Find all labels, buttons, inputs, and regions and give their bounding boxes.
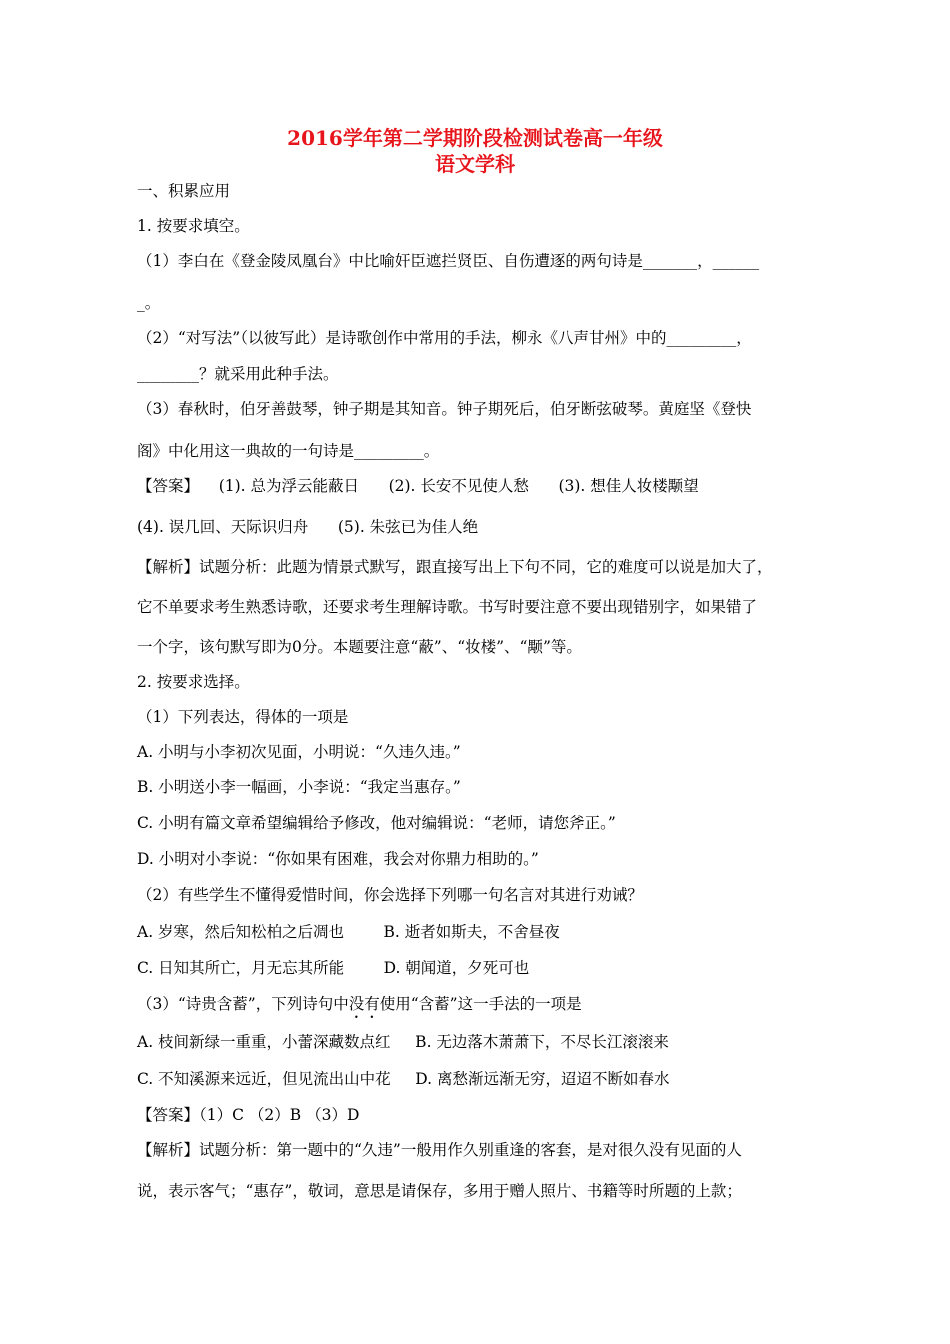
exam-title: 2016学年第二学期阶段检测试卷高一年级 xyxy=(287,126,663,150)
question-2-answer: 【答案】（1）C （2）B （3）D xyxy=(137,1106,360,1124)
section-heading: 一、积累应用 xyxy=(137,182,231,200)
question-1-part-1-cont: _。 xyxy=(137,294,161,312)
question-1-part-2: （2）“对写法”（以彼写此）是诗歌创作中常用的手法，柳永《八声甘州》中的_________， xyxy=(137,329,752,347)
options-3cd: C. 不知溪源来远近，但见流出山中花 D. 离愁渐远渐无穷，迢迢不断如春水 xyxy=(137,1070,670,1088)
question-2-analysis: 【解析】试题分析：第一题中的“久违”一般用作久别重逢的客套，是对很久没有见面的人 xyxy=(137,1141,742,1159)
options-2ab: A. 岁寒，然后知松柏之后凋也 B. 逝者如斯夫，不舍昼夜 xyxy=(137,923,560,941)
question-1-analysis-end: 一个字，该句默写即为0分。本题要注意“蔽”、“妆楼”、“颙”等。 xyxy=(137,638,582,656)
option-1b: B. 小明送小李一幅画，小李说：“我定当惠存。” xyxy=(137,778,461,796)
question-1-analysis-cont: 它不单要求考生熟悉诗歌，还要求考生理解诗歌。书写时要注意不要出现错别字，如果错了 xyxy=(137,598,758,616)
option-1c: C. 小明有篇文章希望编辑给予修改，他对编辑说：“老师，请您斧正。” xyxy=(137,814,616,832)
question-2-sub-1: （1）下列表达，得体的一项是 xyxy=(137,708,349,726)
subject-title: 语文学科 xyxy=(435,152,515,176)
sub-3-emphasis: 没有 xyxy=(348,995,380,1013)
question-1-part-3-cont: 阁》中化用这一典故的一句诗是_________。 xyxy=(137,442,440,460)
options-3ab: A. 枝间新绿一重重，小蕾深藏数点红 B. 无边落木萧萧下，不尽长江滚滚来 xyxy=(137,1033,669,1051)
question-1-part-2-cont: ________？就采用此种手法。 xyxy=(137,365,339,383)
options-2cd: C. 日知其所亡，月无忘其所能 D. 朝闻道，夕死可也 xyxy=(137,959,530,977)
question-1-part-3: （3）春秋时，伯牙善鼓琴，钟子期是其知音。钟子期死后，伯牙断弦破琴。黄庭坚《登快 xyxy=(137,400,752,418)
question-1-answer-cont: (4). 误几回、天际识归舟 (5). 朱弦已为佳人绝 xyxy=(137,518,479,536)
question-1-analysis: 【解析】试题分析：此题为情景式默写，跟直接写出上下句不同，它的难度可以说是加大了， xyxy=(137,558,773,576)
sub-3-prefix: （3）“诗贵含蓄”，下列诗句中 xyxy=(137,995,349,1013)
question-2-analysis-cont: 说，表示客气；“惠存”，敬词，意思是请保存，多用于赠人照片、书籍等时所题的上款； xyxy=(137,1182,742,1200)
option-1d: D. 小明对小李说：“你如果有困难，我会对你鼎力相助的。” xyxy=(137,850,539,868)
option-1a: A. 小明与小李初次见面，小明说：“久违久违。” xyxy=(137,743,461,761)
question-1-answer: 【答案】 (1). 总为浮云能蔽日 (2). 长安不见使人愁 (3). 想佳人妆楼颙望 xyxy=(137,477,699,495)
question-2-stem: 2. 按要求选择。 xyxy=(137,673,250,691)
question-2-sub-2: （2）有些学生不懂得爱惜时间，你会选择下列哪一句名言对其进行劝诫？ xyxy=(137,886,643,904)
sub-3-suffix: 使用“含蓄”这一手法的一项是 xyxy=(379,995,582,1013)
question-1-part-1: （1）李白在《登金陵凤凰台》中比喻奸臣遮拦贤臣、自伤遭逐的两句诗是_______，______ xyxy=(137,252,760,270)
question-1-stem: 1. 按要求填空。 xyxy=(137,217,250,235)
question-2-sub-3 xyxy=(137,994,582,1022)
